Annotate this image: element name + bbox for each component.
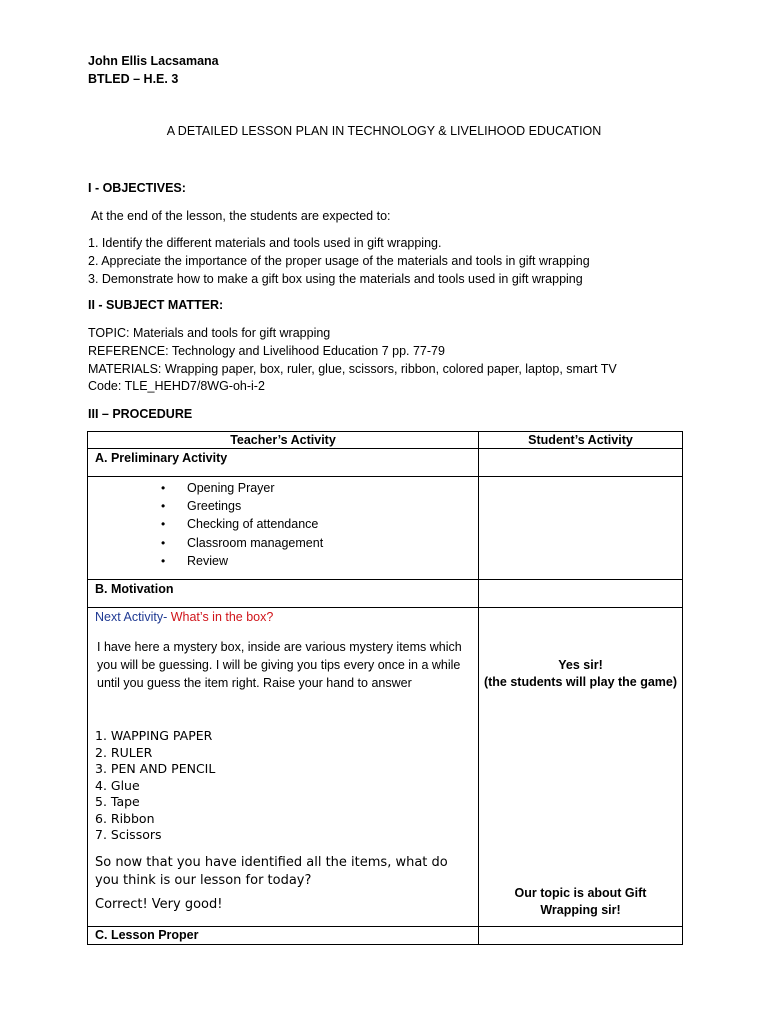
preliminary-list-cell xyxy=(88,477,479,580)
procedure-heading: III – PROCEDURE xyxy=(88,407,193,421)
materials-label: MATERIALS: xyxy=(88,362,162,376)
code-line: Code: TLE_HEHD7/8WG-oh-i-2 xyxy=(88,379,265,393)
section-lesson-proper: C. Lesson Proper xyxy=(88,927,479,945)
topic-line xyxy=(88,324,330,342)
table-row xyxy=(88,608,683,927)
author-name: John Ellis Lacsamana xyxy=(88,54,219,68)
document-title: A DETAILED LESSON PLAN IN TECHNOLOGY & LIVELIHOOD EDUCATION xyxy=(166,124,602,138)
next-activity-line xyxy=(95,608,471,626)
items-list xyxy=(95,728,471,844)
student-cell xyxy=(479,927,683,945)
list-item: 1. WAPPING PAPER xyxy=(95,728,213,743)
list-item: 2. RULER xyxy=(95,744,153,760)
table-row xyxy=(88,477,683,580)
list-item: • Opening Prayer xyxy=(187,479,471,497)
section-preliminary-activity: A. Preliminary Activity xyxy=(88,449,479,477)
praise-text: Correct! Very good! xyxy=(95,896,223,912)
motivation-student-cell xyxy=(479,608,683,927)
student-activity-header: Student’s Activity xyxy=(479,432,683,449)
teacher-activity-header: Teacher’s Activity xyxy=(88,432,479,449)
course-code: BTLED – H.E. 3 xyxy=(88,72,179,86)
mystery-box-paragraph: I have here a mystery box, inside are various mystery items which you will be guessing. I will be giving you tips every once in a while until you guess the item right. Raise your hand to answer xyxy=(97,640,462,690)
next-activity-label: Next Activity- xyxy=(95,610,168,624)
list-item: • Checking of attendance xyxy=(187,515,471,533)
table-row xyxy=(88,449,683,477)
student-cell xyxy=(479,477,683,580)
list-item: • Review xyxy=(187,552,471,570)
materials-line xyxy=(88,360,617,378)
student-reply-topic: Our topic is about Gift Wrapping sir! xyxy=(514,886,647,917)
procedure-table xyxy=(87,431,683,945)
reference-value: Technology and Livelihood Education 7 pp. 77-79 xyxy=(171,344,445,358)
materials-value: Wrapping paper, box, ruler, glue, scissors, ribbon, colored paper, laptop, smart TV xyxy=(164,362,617,376)
objective-item: 1. Identify the different materials and tools used in gift wrapping. xyxy=(88,236,442,250)
list-item: 6. Ribbon xyxy=(95,810,155,826)
list-item: • Classroom management xyxy=(187,534,471,552)
table-row xyxy=(88,580,683,608)
reference-line xyxy=(88,342,445,360)
objectives-intro: At the end of the lesson, the students are expected to: xyxy=(91,209,391,223)
student-reply-game: (the students will play the game) xyxy=(483,675,678,689)
student-cell xyxy=(479,580,683,608)
topic-label: TOPIC: xyxy=(88,326,130,340)
list-item: • Greetings xyxy=(187,497,471,515)
objective-item: 2. Appreciate the importance of the proper usage of the materials and tools in gift wrapping xyxy=(88,254,590,268)
reference-label: REFERENCE: xyxy=(88,344,169,358)
table-header-row xyxy=(88,432,683,449)
motivation-teacher-cell xyxy=(88,608,479,927)
preliminary-list xyxy=(95,479,471,570)
lesson-question: So now that you have identified all the items, what do you think is our lesson for today? xyxy=(95,854,448,888)
topic-value: Materials and tools for gift wrapping xyxy=(132,326,331,340)
objectives-heading: I - OBJECTIVES: xyxy=(88,181,186,195)
student-cell xyxy=(479,449,683,477)
table-row xyxy=(88,927,683,945)
list-item: 4. Glue xyxy=(95,777,140,793)
list-item: 3. PEN AND PENCIL xyxy=(95,761,216,776)
list-item: 5. Tape xyxy=(95,794,140,809)
objective-item: 3. Demonstrate how to make a gift box using the materials and tools used in gift wrapping xyxy=(88,272,583,286)
section-motivation: B. Motivation xyxy=(88,580,479,608)
list-item: 7. Scissors xyxy=(95,827,162,842)
student-reply-yes: Yes sir! xyxy=(558,658,603,672)
next-activity-title: What’s in the box? xyxy=(170,610,274,624)
subject-matter-heading: II - SUBJECT MATTER: xyxy=(88,298,224,312)
